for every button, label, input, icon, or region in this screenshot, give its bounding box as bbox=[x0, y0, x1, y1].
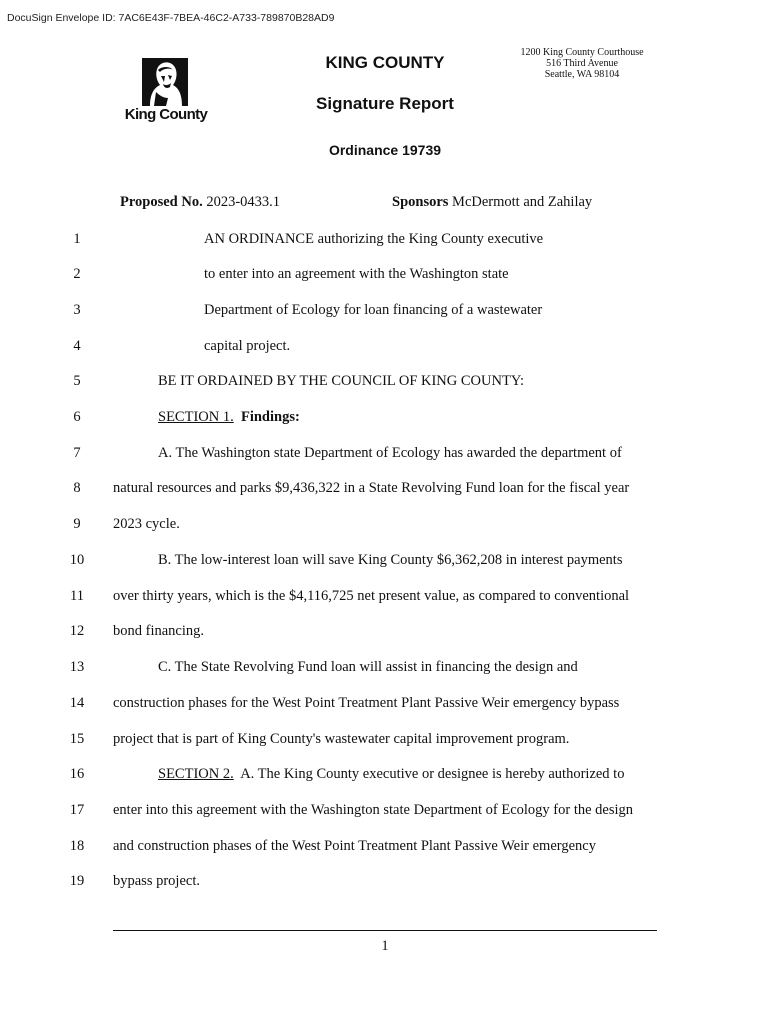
ordinance-line bbox=[0, 516, 770, 536]
line-number: 6 bbox=[73, 409, 81, 425]
line-text: bypass project. bbox=[113, 873, 200, 889]
line-text: construction phases for the West Point Treatment Plant Passive Weir emergency bypass bbox=[113, 695, 620, 711]
line-text: bond financing. bbox=[113, 623, 205, 639]
line-text: over thirty years, which is the $4,116,725 net present value, as compared to conventional bbox=[113, 588, 630, 604]
section-title: Findings: bbox=[240, 409, 300, 425]
ordinance-line bbox=[0, 552, 770, 572]
king-county-logo bbox=[116, 58, 216, 130]
ordinance-line bbox=[0, 731, 770, 751]
ordinance-line bbox=[0, 588, 770, 608]
sponsors-value: McDermott and Zahilay bbox=[452, 194, 593, 210]
line-number: 16 bbox=[69, 766, 85, 782]
section-label: SECTION 2. bbox=[158, 766, 234, 782]
ordinance-line bbox=[0, 409, 770, 429]
ordinance-line bbox=[0, 480, 770, 500]
line-text: to enter into an agreement with the Washington state bbox=[204, 266, 509, 282]
line-number: 9 bbox=[73, 516, 81, 532]
ordinance-line bbox=[0, 373, 770, 393]
line-text: A. The King County executive or designee is hereby authorized to bbox=[240, 766, 625, 782]
ordinance-line bbox=[0, 302, 770, 322]
line-number: 17 bbox=[69, 802, 85, 818]
line-number: 19 bbox=[69, 873, 85, 889]
line-text: AN ORDINANCE authorizing the King County executive bbox=[204, 231, 544, 247]
ordinance-line bbox=[0, 873, 770, 893]
sponsors bbox=[392, 194, 592, 211]
ordinance-line bbox=[0, 695, 770, 715]
line-number: 12 bbox=[69, 623, 85, 639]
address-line: 1200 King County Courthouse bbox=[520, 47, 644, 58]
line-number: 18 bbox=[69, 838, 85, 854]
line-text: C. The State Revolving Fund loan will assist in financing the design and bbox=[158, 659, 578, 675]
ordinance-line bbox=[0, 445, 770, 465]
line-number: 5 bbox=[73, 373, 81, 389]
line-number: 4 bbox=[73, 338, 81, 354]
mlk-portrait-icon bbox=[142, 58, 188, 106]
ordinance-line bbox=[0, 766, 770, 786]
line-number: 7 bbox=[73, 445, 81, 461]
line-text: BE IT ORDAINED BY THE COUNCIL OF KING COUNTY: bbox=[158, 373, 524, 389]
ordinance-number: Ordinance 19739 bbox=[328, 142, 442, 158]
report-title: Signature Report bbox=[316, 94, 454, 113]
line-number: 3 bbox=[73, 302, 81, 318]
line-text: and construction phases of the West Point Treatment Plant Passive Weir emergency bbox=[113, 838, 596, 854]
line-number: 10 bbox=[69, 552, 85, 568]
address-block bbox=[512, 47, 652, 80]
ordinance-line bbox=[0, 231, 770, 251]
line-number: 2 bbox=[73, 266, 81, 282]
footer-divider bbox=[113, 930, 657, 931]
line-number: 15 bbox=[69, 731, 85, 747]
sponsors-label: Sponsors bbox=[392, 194, 449, 210]
page-number: 1 bbox=[381, 938, 389, 954]
line-text: B. The low-interest loan will save King County $6,362,208 in interest payments bbox=[158, 552, 623, 568]
line-number: 14 bbox=[69, 695, 85, 711]
address-line: 516 Third Avenue bbox=[546, 58, 618, 69]
line-text: Department of Ecology for loan financing of a wastewater bbox=[204, 302, 543, 318]
envelope-id: DocuSign Envelope ID: 7AC6E43F-7BEA-46C2-A733-789870B28AD9 bbox=[7, 12, 335, 24]
line-text: capital project. bbox=[204, 338, 291, 354]
proposed-value: 2023-0433.1 bbox=[206, 194, 281, 210]
county-title: KING COUNTY bbox=[325, 53, 445, 72]
line-text: natural resources and parks $9,436,322 in a State Revolving Fund loan for the fiscal year bbox=[113, 480, 630, 496]
ordinance-line bbox=[0, 659, 770, 679]
logo-wordmark: King County bbox=[124, 106, 208, 123]
section-heading bbox=[158, 409, 300, 426]
ordinance-line bbox=[0, 838, 770, 858]
section-label: SECTION 1. bbox=[158, 409, 234, 425]
line-number: 8 bbox=[73, 480, 81, 496]
address-line: Seattle, WA 98104 bbox=[544, 69, 620, 80]
line-text: A. The Washington state Department of Ecology has awarded the department of bbox=[158, 445, 622, 461]
proposed-label: Proposed No. bbox=[120, 194, 203, 210]
line-number: 1 bbox=[73, 231, 81, 247]
section-heading bbox=[158, 766, 624, 783]
line-text: 2023 cycle. bbox=[113, 516, 180, 532]
line-number: 11 bbox=[70, 588, 84, 604]
ordinance-line bbox=[0, 266, 770, 286]
proposed-number bbox=[120, 194, 280, 211]
ordinance-line bbox=[0, 802, 770, 822]
ordinance-line bbox=[0, 623, 770, 643]
ordinance-line bbox=[0, 338, 770, 358]
line-text: project that is part of King County's wastewater capital improvement program. bbox=[113, 731, 570, 747]
line-text: enter into this agreement with the Washington state Department of Ecology for the design bbox=[113, 802, 634, 818]
line-number: 13 bbox=[69, 659, 85, 675]
